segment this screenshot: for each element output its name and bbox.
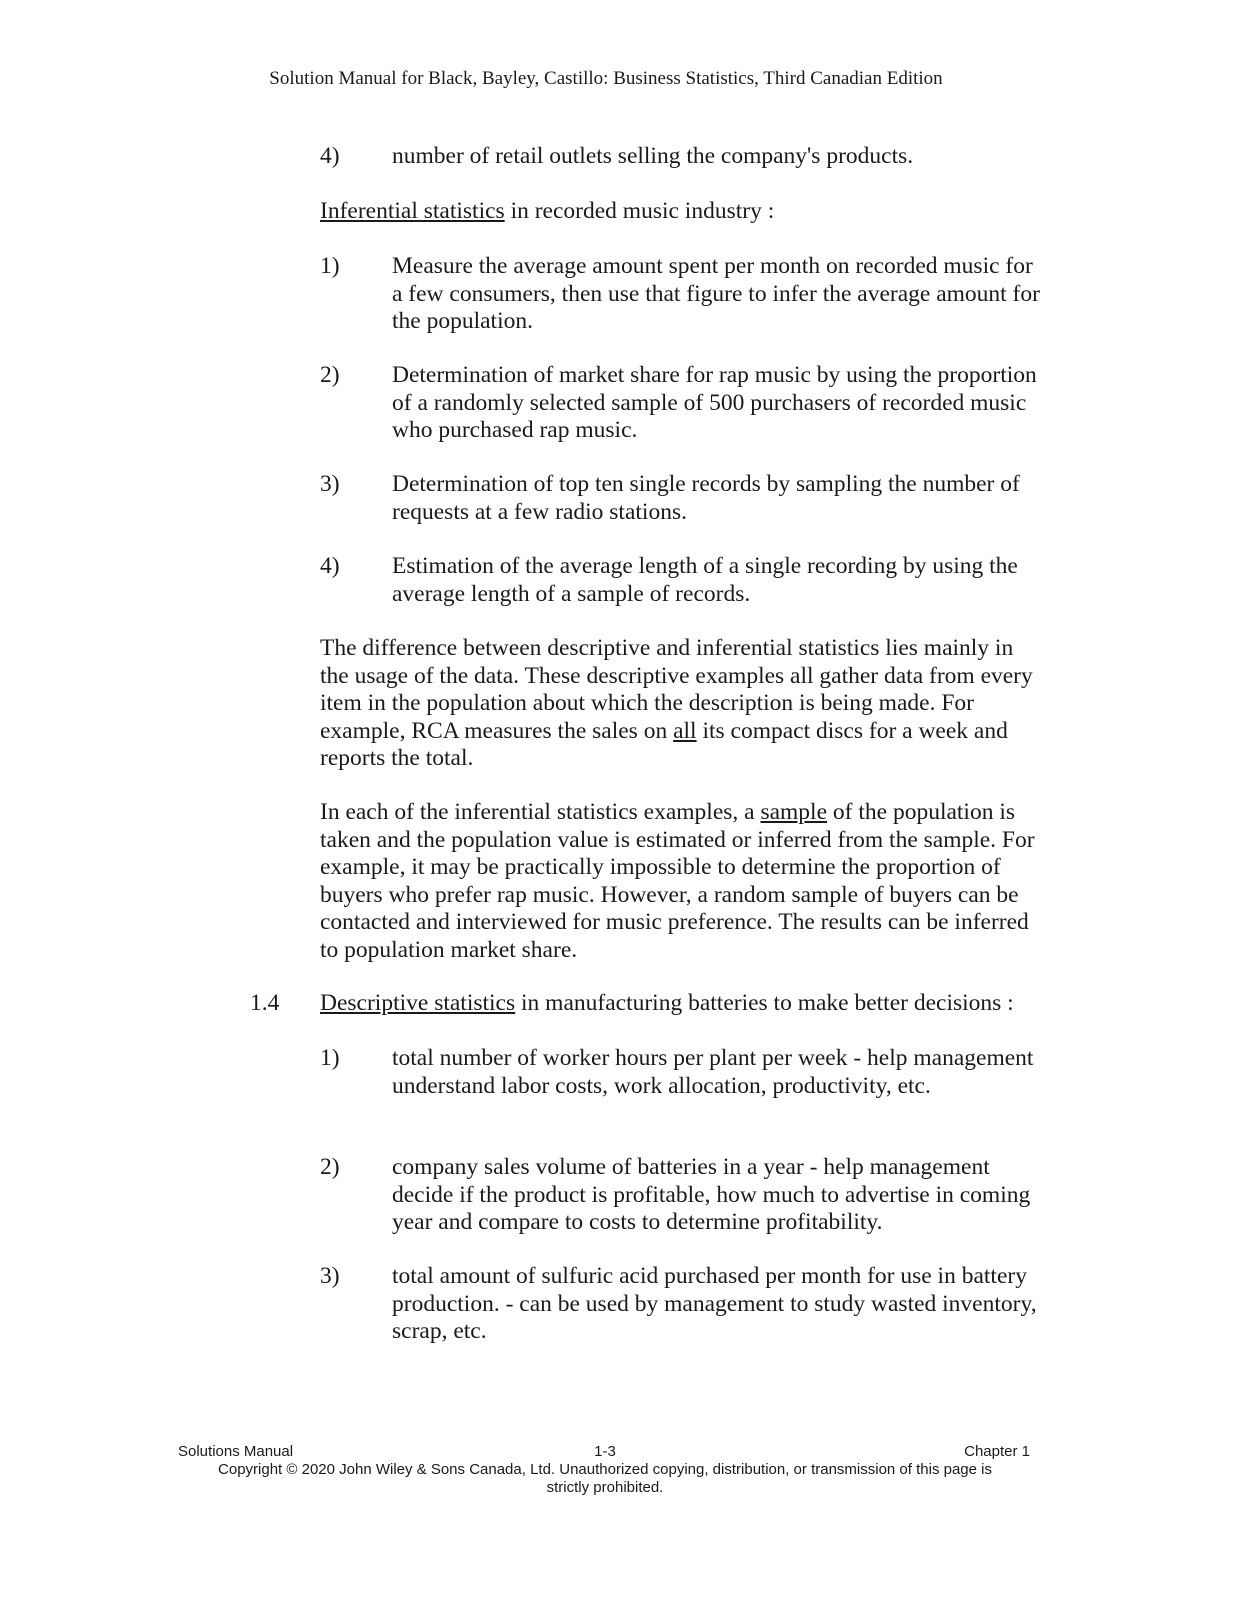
heading-rest: in manufacturing batteries to make better decisions : <box>515 990 1014 1016</box>
list-number: 2) <box>320 1154 340 1180</box>
list-item-text: total number of worker hours per plant per week - help management understand labor costs, work allocation, productivity, etc. <box>392 1045 1034 1099</box>
footer-copyright-cont: strictly prohibited. <box>546 1479 664 1496</box>
list-item-text: Measure the average amount spent per month on recorded music for a few consumers, then use that figure to infer the average amount for the population. <box>392 253 1040 334</box>
section-heading <box>320 990 1040 1018</box>
list-number: 4) <box>320 143 340 169</box>
list-number: 3) <box>320 1263 340 1289</box>
list-item-text: company sales volume of batteries in a year - help management decide if the product is profitable, how much to advertise in coming year and compare to costs to determine profitability. <box>392 1154 1031 1235</box>
paragraph-text: The difference between descriptive and inferential statistics lies mainly in the usage of the data. These descriptive examples all gather data from every item in the population about which the description is being made. For example, RCA measures the sales on <box>320 635 1033 744</box>
emphasis-all: all <box>673 717 697 744</box>
heading-rest: in recorded music industry : <box>504 198 775 224</box>
list-item-text: total amount of sulfuric acid purchased per month for use in battery production. - can be used by management to study wasted inventory, scrap, etc. <box>392 1263 1037 1344</box>
paragraph-difference <box>320 635 1040 773</box>
footer-left: Solutions Manual <box>178 1443 294 1460</box>
list-number: 1) <box>320 1045 340 1071</box>
paragraph-text: In each of the inferential statistics examples, a <box>320 799 761 825</box>
list-number: 1) <box>320 253 340 279</box>
paragraph-text: of the population is taken and the population value is estimated or inferred from the sample. For example, it may be practically impossible to determine the proportion of buyers who prefer rap music. However, a random sample of buyers can be contacted and interviewed for music preference. The results can be inferred to population market share. <box>320 799 1035 963</box>
list-number: 4) <box>320 553 340 579</box>
list-item-text: Determination of top ten single records by sampling the number of requests at a few radio stations. <box>392 471 1020 525</box>
list-number: 3) <box>320 471 340 497</box>
heading-underlined: Descriptive statistics <box>320 990 516 1016</box>
list-item-text: number of retail outlets selling the company's products. <box>392 143 914 169</box>
paragraph-inferential-examples <box>320 799 1036 964</box>
footer-copyright: Copyright © 2020 John Wiley & Sons Canada, Ltd. Unauthorized copying, distribution, or transmission of this page is <box>218 1461 992 1478</box>
footer-page-number: 1-3 <box>594 1443 616 1460</box>
emphasis-sample: sample <box>760 799 828 825</box>
list-item-text: Estimation of the average length of a single recording by using the average length of a sample of records. <box>392 553 1018 607</box>
section-number: 1.4 <box>250 990 280 1016</box>
page-header: Solution Manual for Black, Bayley, Castillo: Business Statistics, Third Canadian Edition <box>269 68 943 89</box>
heading-underlined: Inferential statistics <box>320 198 505 224</box>
inferential-heading <box>320 198 1040 226</box>
list-item-text: Determination of market share for rap music by using the proportion of a randomly selected sample of 500 purchasers of recorded music who purchased rap music. <box>392 362 1037 443</box>
list-number: 2) <box>320 362 340 388</box>
paragraph-text: its compact discs for a week and reports the total. <box>320 717 1008 771</box>
footer-right: Chapter 1 <box>964 1443 1030 1460</box>
